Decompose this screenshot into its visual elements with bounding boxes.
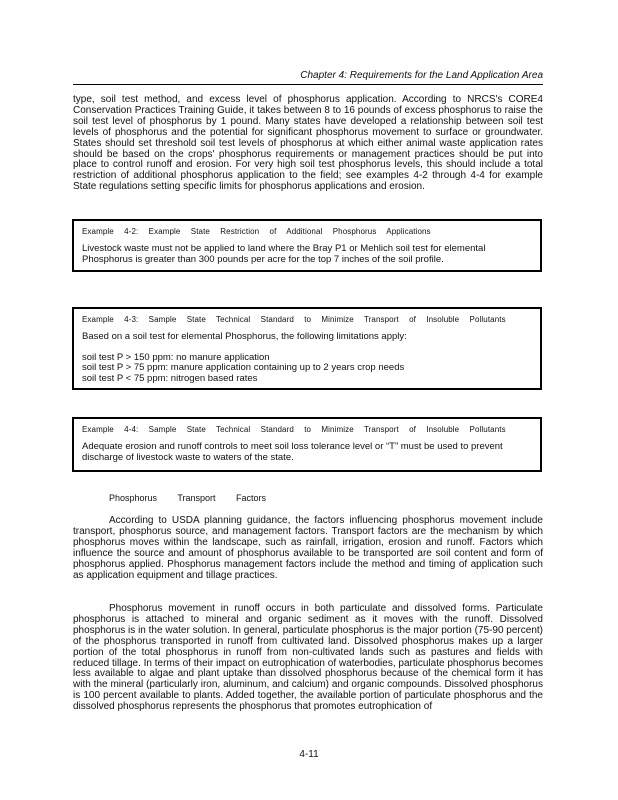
chapter-header: Chapter 4: Requirements for the Land Application Area (300, 70, 543, 81)
example-4-4-text: Adequate erosion and runoff controls to meet soil loss tolerance level or “T” must be used to prevent discharge of livestock waste to waters of the state. (82, 441, 503, 463)
example-4-3-title: Example 4-3: Sample State Technical Standard to Minimize Transport of Insoluble Pollutants (82, 315, 506, 324)
example-4-3-line-3: soil test P < 75 ppm: nitrogen based rates (82, 372, 258, 384)
intro-paragraph: type, soil test method, and excess level of phosphorus application. According to NRCS's CORE4 Conservation Practices Training Guide, it takes between 8 to 16 pounds of excess phosphorus to raise the soil test level of phosphorus by 1 pound. Many states have developed a relationship between soil test levels of phosphorus and the potential for significant phosphorus movement to surface or groundwater. States should set threshold soil test levels of phosphorus at which either animal waste application rates should be based on the crops' phosphorus requirements or management practices should be put into place to control runoff and erosion. For very high soil test phosphorus levels, this should include a total restriction of additional phosphorus application to the field; see examples 4-2 through 4-4 for example State regulations setting specific limits for phosphorus applications and erosion. (73, 94, 543, 193)
example-4-4-title: Example 4-4: Sample State Technical Standard to Minimize Transport of Insoluble Pollutants (82, 425, 506, 434)
page-number: 4-11 (299, 749, 319, 760)
example-4-3-line-1: soil test P > 150 ppm: no manure application (82, 351, 270, 363)
example-4-3-line-2: soil test P > 75 ppm: manure application containing up to 2 years crop needs (82, 362, 405, 373)
example-4-2-text: Livestock waste must not be applied to land where the Bray P1 or Mehlich soil test for elemental Phosphorus is greater than 300 pounds per acre for the top 7 inches of the soil profile. (82, 243, 486, 265)
example-4-3-box (72, 307, 542, 390)
header-rule (73, 84, 543, 85)
example-4-2-title: Example 4-2: Example State Restriction of Additional Phosphorus Applications (82, 227, 431, 236)
example-4-3-intro: Based on a soil test for elemental Phosphorus, the following limitations apply: (82, 331, 407, 342)
example-4-4-box (72, 417, 542, 472)
section-paragraph-1: According to USDA planning guidance, the factors influencing phosphorus movement include transport, phosphorus source, and management factors. Transport factors are the mechanism by which phosphorus moves within the landscape, such as rainfall, irrigation, erosion and runoff. Factors which influence the source and amount of phosphorus available to be transported are soil content and form of phosphorus applied. Phosphorus management factors include the method and timing of application such as application equipment and tillage practices. (73, 515, 543, 581)
section-paragraph-2: Phosphorus movement in runoff occurs in both particulate and dissolved forms. Particulate phosphorus is attached to mineral and organic sediment as it moves with the runoff. Dissolved phosphorus is in the water solution. In general, particulate phosphorus is the major portion (75-90 percent) of the phosphorus transported in runoff from cultivated land. Dissolved phosphorus makes up a larger portion of the total phosphorus in runoff from non-cultivated lands such as pastures and fields with reduced tillage. In terms of their impact on eutrophication of waterbodies, particulate phosphorus becomes less available to algae and plant uptake than dissolved phosphorus because of the chemical form it has with the mineral (particularly iron, aluminum, and calcium) and organic compounds. Dissolved phosphorus is 100 percent available to plants. Added together, the available portion of particulate phosphorus and the dissolved phosphorus represents the phosphorus that promotes eutrophication of (73, 603, 543, 713)
example-4-2-box (72, 219, 542, 272)
section-heading: Phosphorus Transport Factors (109, 493, 267, 503)
